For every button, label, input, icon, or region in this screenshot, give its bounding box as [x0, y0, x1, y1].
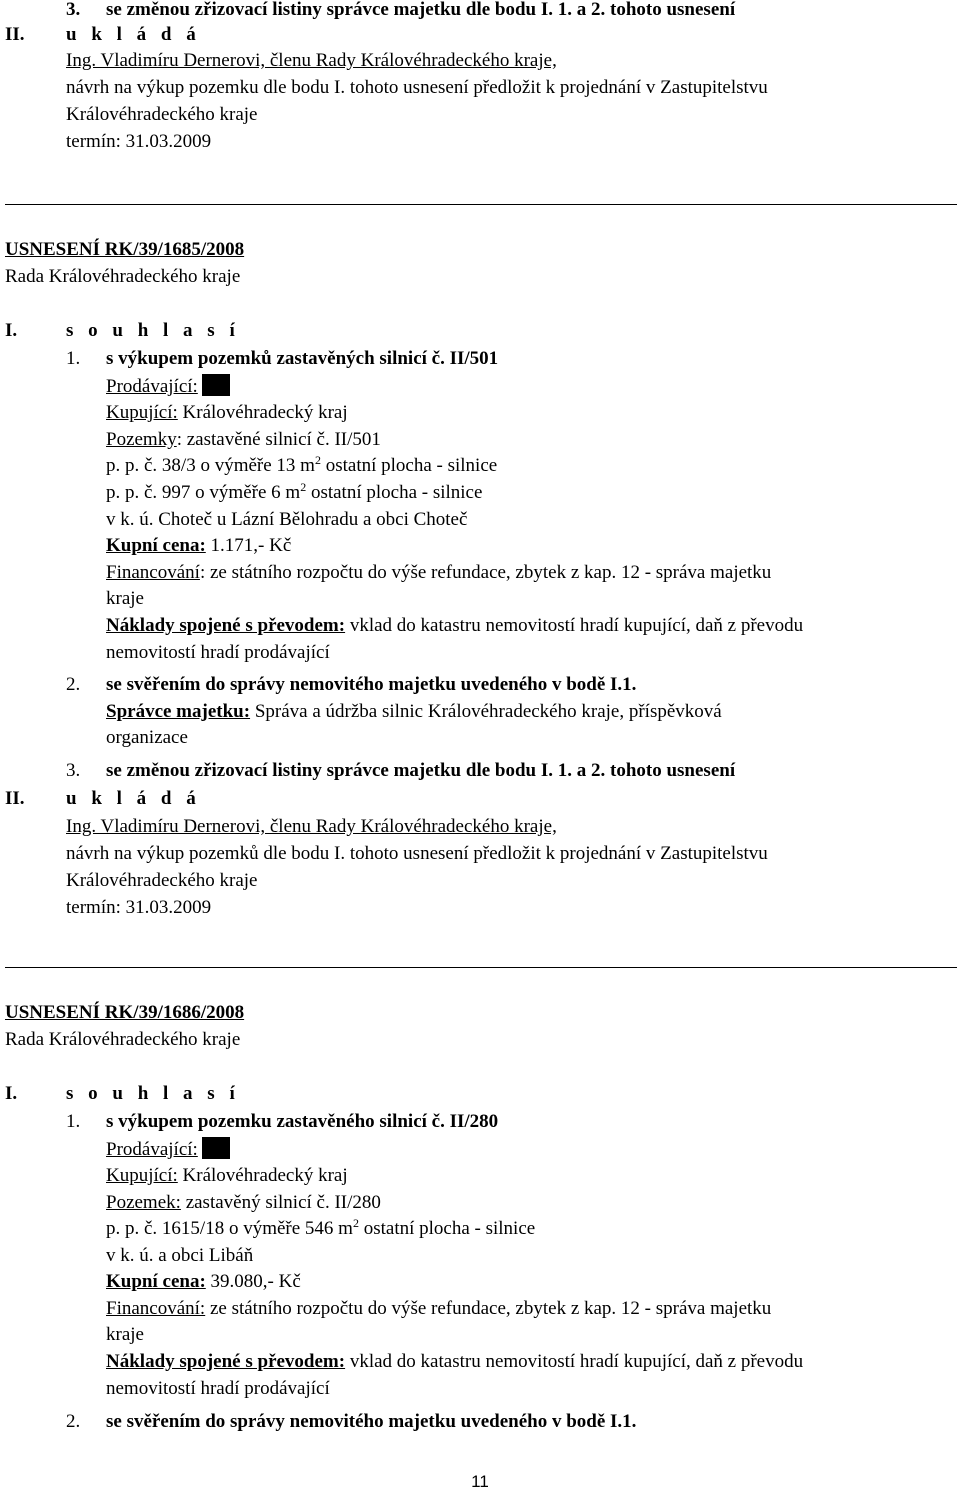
res1-prodavajici: Prodávající:	[106, 374, 230, 399]
separator-line	[5, 204, 957, 205]
res1-spravce: Správce majetku: Správa a údržba silnic Královéhradeckého kraje, příspěvková	[106, 701, 722, 722]
res1-parcel-1: p. p. č. 38/3 o výměře 13 $m^2$ ostatní plocha - silnice	[106, 453, 498, 476]
res2-naklady: Náklady spojené s převodem: vklad do katastru nemovitostí hradí kupující, daň z převodu	[106, 1351, 804, 1372]
res2-section-i-number: I.	[5, 1083, 18, 1104]
res1-item1-text: s výkupem pozemků zastavěných silnicí č. II/501	[106, 348, 499, 369]
res2-kupni-cena: Kupní cena: 39.080,- Kč	[106, 1271, 301, 1292]
res1-kupni-cena: Kupní cena: 1.171,- Kč	[106, 535, 292, 556]
top-termin: termín: 31.03.2009	[66, 131, 212, 152]
redaction-box	[202, 1137, 230, 1159]
res1-spravce-cont: organizace	[106, 727, 188, 748]
res1-pozemky: Pozemky: zastavěné silnicí č. II/501	[106, 429, 381, 450]
res2-item2-number: 2.	[66, 1411, 81, 1432]
res1-naklady-cont: nemovitostí hradí prodávající	[106, 642, 330, 663]
res2-parcel-1: p. p. č. 1615/18 o výměře 546 $m^2$ ostatní plocha - silnice	[106, 1216, 536, 1239]
res2-item1-text: s výkupem pozemku zastavěného silnicí č. II/280	[106, 1111, 499, 1132]
top-kraje-line: Královéhradeckého kraje	[66, 104, 258, 125]
res1-item3-text: se změnou zřizovací listiny správce majetku dle bodu I. 1. a 2. tohoto usnesení	[106, 760, 736, 781]
res2-section-i-verb: s o u h l a s í	[66, 1083, 240, 1104]
res1-section-ii-number: II.	[5, 788, 25, 809]
top-section-ii-number: II.	[5, 24, 25, 45]
top-item3-text: se změnou zřizovací listiny správce majetku dle bodu I. 1. a 2. tohoto usnesení	[106, 0, 736, 20]
res1-navrh-line: návrh na výkup pozemků dle bodu I. tohoto usnesení předložit k projednání v Zastupitelstvu	[66, 843, 768, 864]
res1-termin: termín: 31.03.2009	[66, 897, 212, 918]
res1-item1-number: 1.	[66, 348, 81, 369]
res2-pozemek: Pozemek: zastavěný silnicí č. II/280	[106, 1192, 381, 1213]
res1-item3-number: 3.	[66, 760, 81, 781]
redaction-box	[202, 374, 230, 396]
res1-parcel-2: p. p. č. 997 o výměře 6 $m^2$ ostatní plocha - silnice	[106, 480, 483, 503]
top-ing-line: Ing. Vladimíru Dernerovi, členu Rady Královéhradeckého kraje,	[66, 50, 557, 71]
top-section-ii-verb: u k l á d á	[66, 24, 201, 45]
res1-kraje-line: Královéhradeckého kraje	[66, 870, 258, 891]
res2-financovani: Financování: ze státního rozpočtu do výše refundace, zbytek z kap. 12 - správa majetku	[106, 1298, 772, 1319]
res1-item2-number: 2.	[66, 674, 81, 695]
res2-kupujici: Kupující: Královéhradecký kraj	[106, 1165, 348, 1186]
resolution-2-body: Rada Královéhradeckého kraje	[5, 1029, 241, 1050]
res1-section-ii-verb: u k l á d á	[66, 788, 201, 809]
res1-kupujici: Kupující: Královéhradecký kraj	[106, 402, 348, 423]
res1-naklady: Náklady spojené s převodem: vklad do katastru nemovitostí hradí kupující, daň z převodu	[106, 615, 804, 636]
res2-katastr: v k. ú. a obci Libáň	[106, 1245, 254, 1266]
resolution-1-title: USNESENÍ RK/39/1685/2008	[5, 239, 245, 260]
res2-naklady-cont: nemovitostí hradí prodávající	[106, 1378, 330, 1399]
page-number: 11	[471, 1472, 489, 1491]
res2-item1-number: 1.	[66, 1111, 81, 1132]
res2-prodavajici: Prodávající:	[106, 1137, 230, 1162]
res2-financovani-cont: kraje	[106, 1324, 144, 1345]
separator-line	[5, 967, 957, 968]
res1-section-i-number: I.	[5, 320, 18, 341]
res1-ing-line: Ing. Vladimíru Dernerovi, členu Rady Královéhradeckého kraje,	[66, 816, 557, 837]
res1-section-i-verb: s o u h l a s í	[66, 320, 240, 341]
res1-item2-text: se svěřením do správy nemovitého majetku uvedeného v bodě I.1.	[106, 674, 637, 695]
res1-financovani-cont: kraje	[106, 588, 144, 609]
top-navrh-line: návrh na výkup pozemku dle bodu I. tohoto usnesení předložit k projednání v Zastupitelstvu	[66, 77, 768, 98]
resolution-2-title: USNESENÍ RK/39/1686/2008	[5, 1002, 245, 1023]
res1-katastr: v k. ú. Choteč u Lázní Bělohradu a obci Choteč	[106, 509, 468, 530]
res1-financovani: Financování: ze státního rozpočtu do výše refundace, zbytek z kap. 12 - správa majetku	[106, 562, 772, 583]
res2-item2-text: se svěřením do správy nemovitého majetku uvedeného v bodě I.1.	[106, 1411, 637, 1432]
top-item3-number: 3.	[66, 0, 81, 20]
resolution-1-body: Rada Královéhradeckého kraje	[5, 266, 241, 287]
